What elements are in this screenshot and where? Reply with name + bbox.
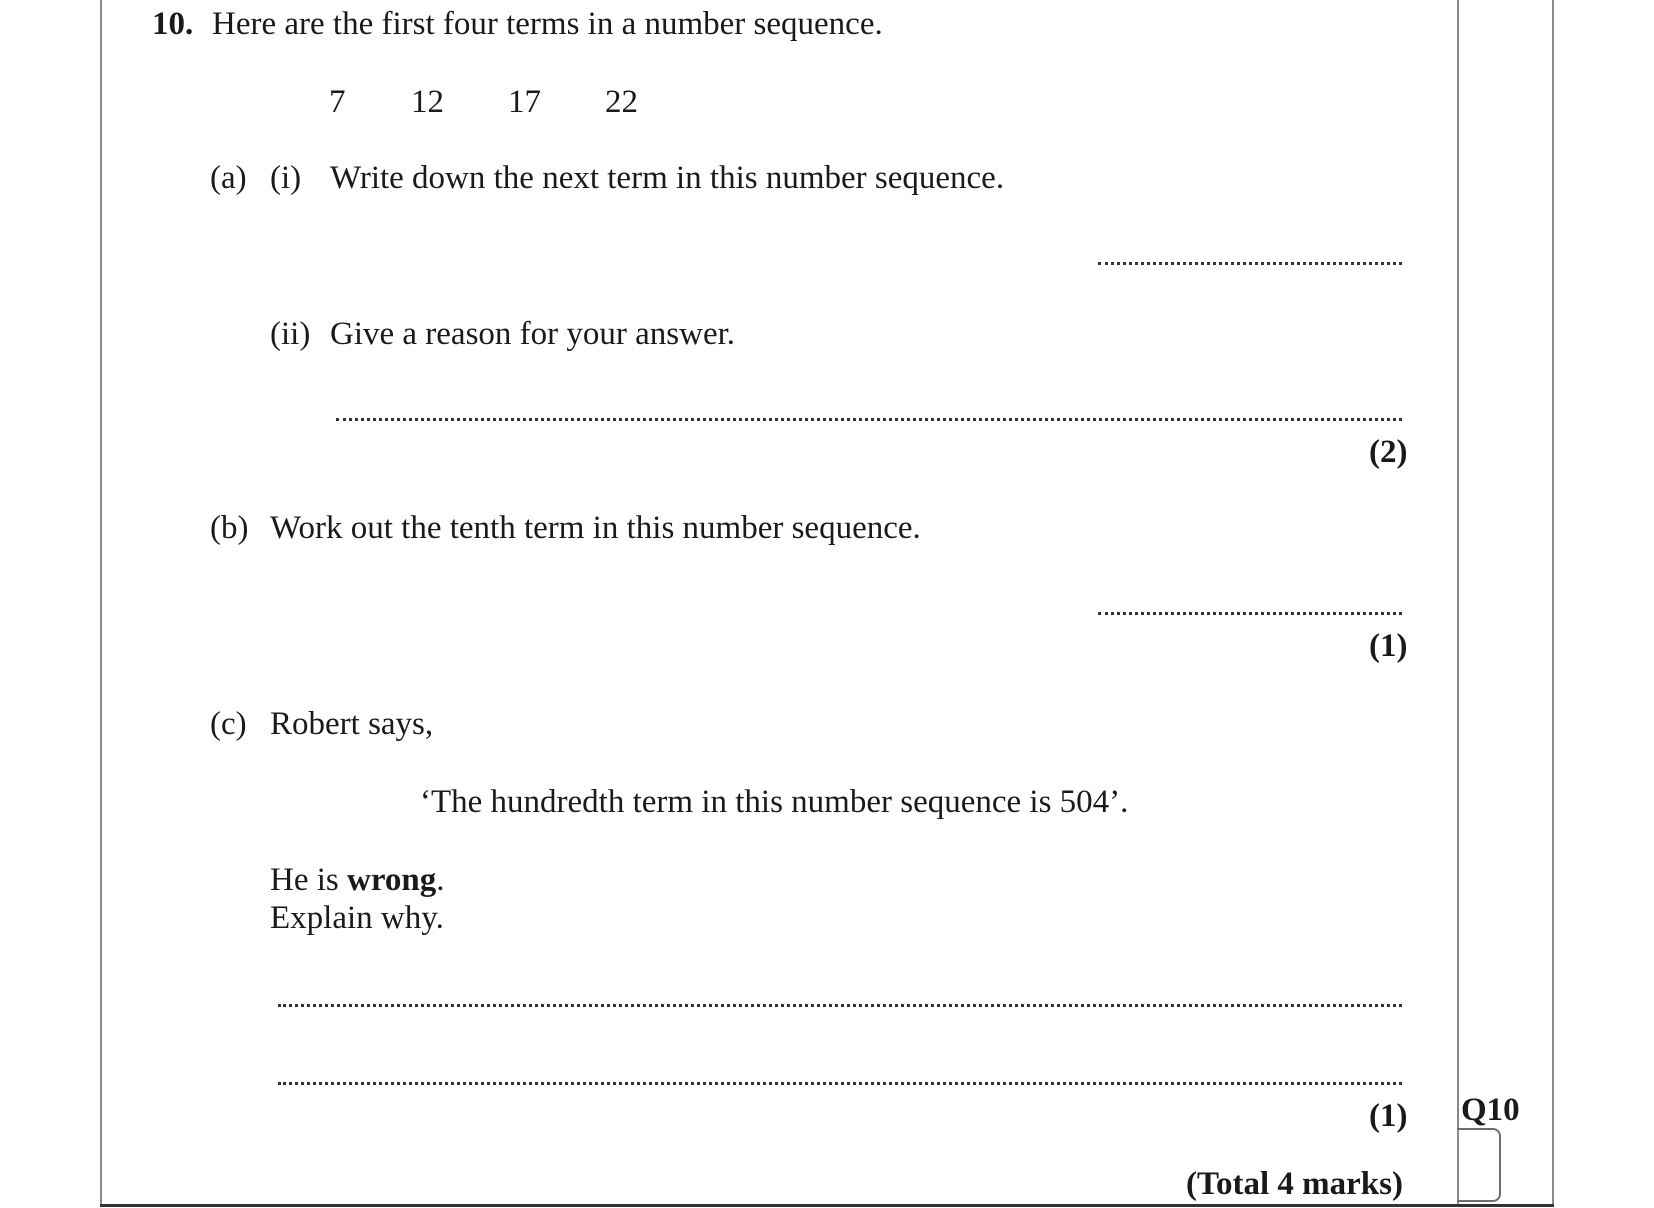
answer-line-a-i[interactable] (1098, 262, 1402, 265)
part-c-instruction: Explain why. (270, 900, 444, 936)
total-marks: (Total 4 marks) (1186, 1166, 1403, 1202)
part-b-text: Work out the tenth term in this number sequence. (270, 510, 921, 546)
marks-part-a: (2) (1369, 434, 1408, 470)
part-a-label: (a) (210, 160, 247, 196)
answer-line-c-1[interactable] (278, 1004, 1402, 1007)
sequence-term: 22 (605, 84, 638, 120)
page-border-right (1552, 0, 1554, 1206)
part-b-label: (b) (210, 510, 249, 546)
margin-question-label: Q10 (1461, 1092, 1520, 1128)
examiner-mark-box (1457, 1128, 1501, 1202)
question-intro: Here are the first four terms in a number sequence. (212, 6, 883, 42)
answer-line-b[interactable] (1098, 612, 1402, 615)
part-a-i-label: (i) (270, 160, 302, 196)
margin-divider (1457, 0, 1459, 1206)
part-c-quote: ‘The hundredth term in this number sequence is 504’. (420, 784, 1129, 820)
part-c-intro: Robert says, (270, 706, 434, 742)
statement-suffix: . (436, 862, 445, 898)
part-c-label: (c) (210, 706, 247, 742)
answer-line-a-ii[interactable] (336, 418, 1402, 421)
marks-part-b: (1) (1369, 628, 1408, 664)
statement-prefix: He is (270, 862, 347, 898)
part-a-ii-label: (ii) (270, 316, 311, 352)
answer-line-c-2[interactable] (278, 1082, 1402, 1085)
marks-part-c: (1) (1369, 1098, 1408, 1134)
page-border-left (100, 0, 102, 1206)
part-a-i-text: Write down the next term in this number sequence. (330, 160, 1005, 196)
page-border-bottom (100, 1204, 1554, 1207)
statement-bold-word: wrong (347, 862, 437, 898)
part-c-statement (270, 864, 445, 897)
sequence-term: 7 (329, 84, 346, 120)
sequence-term: 17 (508, 84, 541, 120)
question-number: 10. (152, 6, 194, 42)
part-a-ii-text: Give a reason for your answer. (330, 316, 736, 352)
sequence-term: 12 (411, 84, 444, 120)
